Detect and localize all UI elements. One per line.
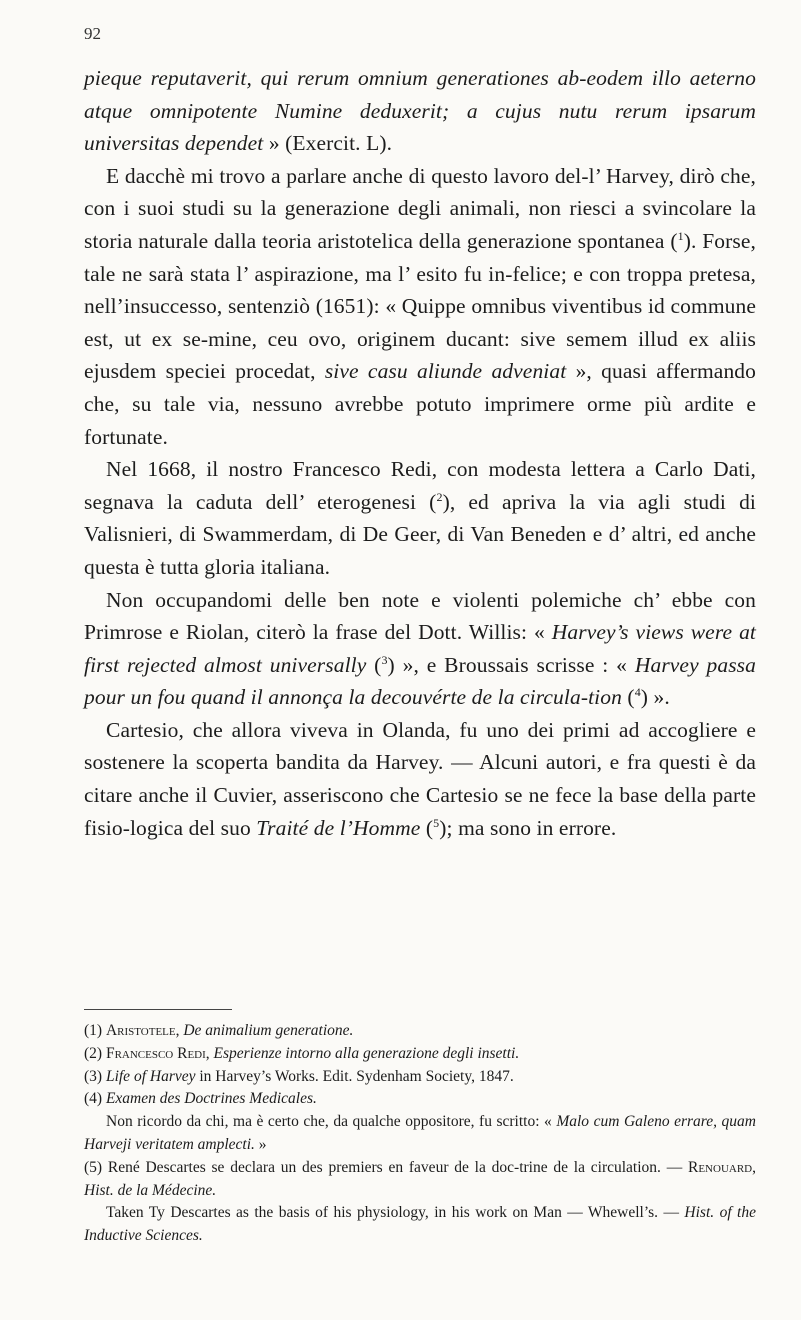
text-run: De animalium generatione. bbox=[183, 1022, 354, 1039]
text-run: Renouard bbox=[688, 1158, 753, 1176]
text-run: Non ricordo da chi, ma è certo che, da qualche oppositore, fu scritto: « bbox=[106, 1113, 557, 1131]
text-run: » bbox=[254, 1135, 267, 1153]
footnotes bbox=[84, 1020, 756, 1248]
footnote bbox=[84, 1111, 756, 1157]
paragraph bbox=[84, 584, 756, 714]
text-run: (2) bbox=[84, 1044, 106, 1062]
text-run: » (Exercit. L). bbox=[263, 131, 393, 156]
text-run: (4) bbox=[84, 1090, 106, 1108]
text-run: , bbox=[175, 1022, 184, 1039]
footnote bbox=[84, 1020, 756, 1043]
text-run: ) », e Broussais scrisse : « bbox=[387, 652, 635, 677]
text-run: (1) bbox=[84, 1022, 106, 1039]
text-run: Traité de l’Homme bbox=[256, 815, 421, 840]
text-run: (5) René Descartes se declara un des premiers en faveur de la doc-trine de la circulation. — bbox=[84, 1158, 688, 1176]
footnote-ref: 3 bbox=[381, 652, 388, 667]
page-number: 92 bbox=[84, 24, 101, 43]
text-run: ( bbox=[366, 652, 382, 677]
text-run: Harvey passa pour un fou quand il annonça la decouvérte de la circula-tion bbox=[84, 652, 756, 710]
body-text bbox=[84, 62, 756, 844]
text-run: pieque reputaverit, qui rerum omnium generationes ab-eodem illo aeterno atque omnipotente Numine deduxerit; a cujus nutu rerum ipsarum universitas dependet bbox=[84, 66, 756, 156]
text-run: Francesco Redi bbox=[105, 1044, 206, 1062]
text-run: Non occupandomi delle ben note e violenti polemiche ch’ ebbe con Primrose e Riolan, citerò la frase del Dott. Willis: « bbox=[84, 587, 756, 645]
text-run: ); ma sono in errore. bbox=[439, 815, 617, 840]
paragraph bbox=[84, 62, 756, 160]
footnote bbox=[84, 1066, 756, 1089]
text-run: Nel 1668, il nostro Francesco Redi, con modesta lettera a Carlo Dati, segnava la caduta dell’ eterogenesi ( bbox=[84, 457, 756, 514]
text-run: sive casu aliunde adveniat bbox=[324, 359, 567, 384]
text-run: ( bbox=[621, 685, 635, 710]
footnote-ref: 1 bbox=[677, 228, 684, 243]
text-run: ) ». bbox=[640, 685, 670, 710]
text-run: », quasi affermando che, su tale via, nessuno avrebbe potuto imprimere orme più ardite e fortunate. bbox=[84, 359, 756, 449]
text-run: Hist. of the Inductive Sciences. bbox=[84, 1204, 756, 1245]
text-run: Esperienze intorno alla generazione degli insetti. bbox=[213, 1044, 520, 1062]
text-run: (3) bbox=[84, 1067, 106, 1085]
footnote-ref: 4 bbox=[634, 685, 641, 700]
text-run: Cartesio, che allora viveva in Olanda, fu uno dei primi ad accogliere e sostenere la scoperta bandita da Harvey. — Alcuni autori, e fra questi è da citare anche il Cuvier, asseriscono che Cartesio se ne fece la base della parte fisio-logica del suo bbox=[84, 717, 756, 840]
text-run: Aristotele bbox=[105, 1022, 176, 1039]
text-run: ), ed apriva la via agli studi di Valisnieri, di Swammerdam, di De Geer, di Van Beneden e d’ altri, ed anche questa è tutta gloria italiana. bbox=[84, 489, 757, 579]
footnote-separator bbox=[84, 1009, 232, 1010]
footnote bbox=[84, 1202, 756, 1248]
text-run: Hist. de la Médecine. bbox=[84, 1181, 217, 1199]
text-run: in Harvey’s Works. Edit. Sydenham Society, 1847. bbox=[195, 1067, 514, 1085]
footnote bbox=[84, 1043, 756, 1066]
text-run: Taken Ty Descartes as the basis of his physiology, in his work on Man — Whewell’s. — bbox=[106, 1204, 685, 1222]
paragraph bbox=[84, 453, 756, 583]
footnote-ref: 2 bbox=[436, 489, 443, 504]
text-run: Harvey’s views were at first rejected almost universally bbox=[84, 620, 756, 677]
text-run: Malo cum Galeno errare, quam Harveji veritatem amplecti. bbox=[84, 1113, 756, 1153]
text-run: , bbox=[752, 1158, 756, 1176]
footnote bbox=[84, 1157, 756, 1203]
text-run: Examen des Doctrines Medicales. bbox=[105, 1090, 317, 1108]
footnote-ref: 5 bbox=[433, 815, 440, 830]
paragraph bbox=[84, 160, 756, 453]
paragraph bbox=[84, 714, 756, 844]
text-run: ( bbox=[420, 815, 434, 840]
text-run: E dacchè mi trovo a parlare anche di questo lavoro del-l’ Harvey, dirò che, con i suoi studi su la generazione degli animali, non riesci a svincolare la storia naturale dalla teoria aristotelica della generazione spontanea ( bbox=[84, 163, 756, 253]
text-run: ). Forse, tale ne sarà stata l’ aspirazione, ma l’ esito fu in-felice; e con troppa pretesa, nell’insuccesso, sentenziò (1651): « Quippe omnibus viventibus id commune est, ut ex se-mine, ceu ovo, originem ducant: sive semem illud ex aliis ejusdem speciei procedat, bbox=[84, 228, 756, 384]
text-run: , bbox=[205, 1044, 214, 1062]
text-run: Life of Harvey bbox=[105, 1067, 196, 1085]
footnote bbox=[84, 1088, 756, 1111]
